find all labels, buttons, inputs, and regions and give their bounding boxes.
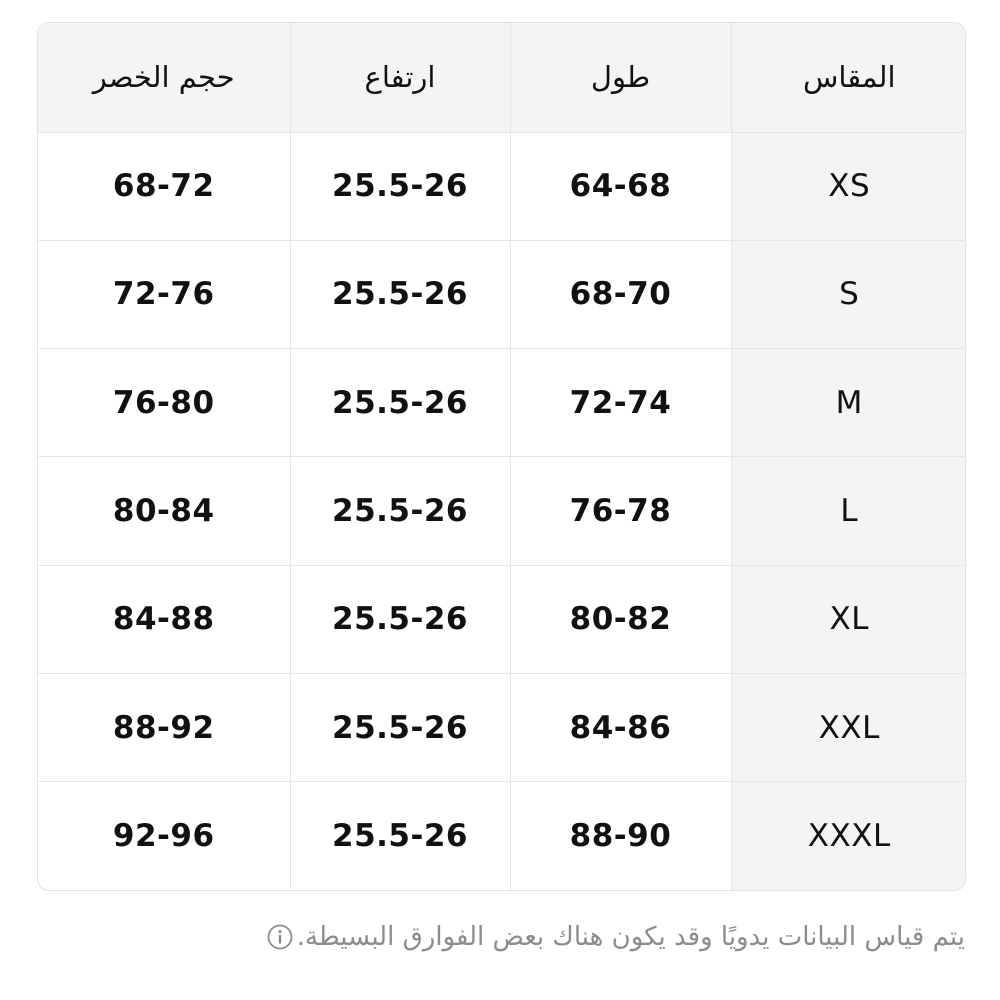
info-icon [267, 924, 293, 950]
waist-cell: 92-96 [38, 782, 290, 890]
size-cell: XS [731, 132, 966, 240]
size-cell: L [731, 457, 966, 565]
note-text: يتم قياس البيانات يدويًا وقد يكون هناك بعض الفوارق البسيطة. [296, 922, 965, 952]
length-cell: 80-82 [510, 565, 731, 673]
table-row [38, 673, 966, 781]
header-height: ارتفاع [290, 23, 510, 132]
length-cell: 88-90 [510, 782, 731, 890]
size-chart-table [37, 22, 966, 891]
height-cell: 25.5-26 [290, 349, 510, 457]
table-row [38, 132, 966, 240]
size-cell: XXL [731, 673, 966, 781]
header-size: المقاس [731, 23, 966, 132]
size-cell: XL [731, 565, 966, 673]
waist-cell: 84-88 [38, 565, 290, 673]
table-row [38, 349, 966, 457]
table-row [38, 782, 966, 890]
height-cell: 25.5-26 [290, 565, 510, 673]
table-header-row [38, 23, 966, 132]
length-cell: 76-78 [510, 457, 731, 565]
size-cell: M [731, 349, 966, 457]
waist-cell: 68-72 [38, 132, 290, 240]
height-cell: 25.5-26 [290, 457, 510, 565]
length-cell: 84-86 [510, 673, 731, 781]
height-cell: 25.5-26 [290, 132, 510, 240]
waist-cell: 88-92 [38, 673, 290, 781]
table-row [38, 457, 966, 565]
waist-cell: 80-84 [38, 457, 290, 565]
table-row [38, 240, 966, 348]
waist-cell: 72-76 [38, 240, 290, 348]
header-length: طول [510, 23, 731, 132]
size-table [38, 23, 966, 890]
height-cell: 25.5-26 [290, 782, 510, 890]
table-row [38, 565, 966, 673]
length-cell: 68-70 [510, 240, 731, 348]
measurement-note [267, 922, 965, 952]
length-cell: 64-68 [510, 132, 731, 240]
length-cell: 72-74 [510, 349, 731, 457]
header-waist: حجم الخصر [38, 23, 290, 132]
waist-cell: 76-80 [38, 349, 290, 457]
size-cell: S [731, 240, 966, 348]
height-cell: 25.5-26 [290, 240, 510, 348]
size-cell: XXXL [731, 782, 966, 890]
height-cell: 25.5-26 [290, 673, 510, 781]
